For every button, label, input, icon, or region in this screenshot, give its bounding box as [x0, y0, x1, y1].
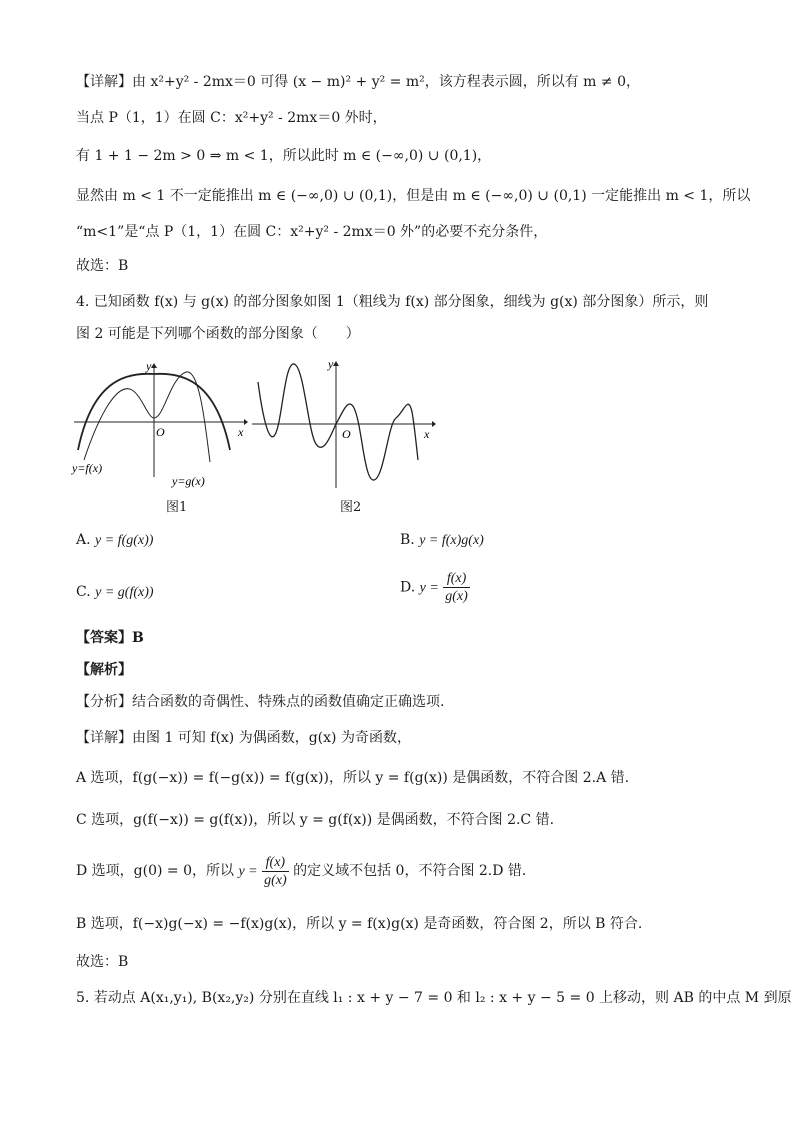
- reason-d-suffix: 的定义域不包括 0，不符合图 2.D 错.: [293, 863, 527, 879]
- fig1-y-label: y: [146, 359, 152, 373]
- fig2-x-label: x: [424, 427, 430, 441]
- question-4-line-2: 图 2 可能是下列哪个函数的部分图象（ ）: [76, 326, 360, 342]
- option-c-expr: y = g(f(x)): [95, 585, 154, 600]
- option-d-fraction: [443, 570, 470, 605]
- reason-d-numerator: f(x): [262, 854, 289, 872]
- option-a: [76, 530, 153, 551]
- answer-label: 【答案】B: [76, 630, 144, 646]
- detail-line-4: 显然由 m < 1 不一定能推出 m ∈ (−∞,0) ∪ (0,1)，但是由 m ∈ (−∞,0) ∪ (0,1) 一定能推出 m < 1，所以: [76, 188, 751, 204]
- figure-1: [70, 352, 250, 492]
- detail-line-5: “m<1”是“点 P（1，1）在圆 C：x²+y² - 2mx＝0 外”的必要不充分条件，: [76, 224, 548, 240]
- fig2-origin-label: O: [342, 427, 351, 441]
- fig1-x-arrow: [244, 419, 248, 425]
- option-b-label: B.: [400, 532, 415, 548]
- reason-d-y: y =: [238, 864, 258, 879]
- choice-line-2: 故选：B: [76, 954, 129, 970]
- reason-option-c: C 选项，g(f(−x)) = g(f(x))，所以 y = g(f(x)) 是偶函数，不符合图 2.C 错.: [76, 812, 555, 828]
- figure-2-caption: 图2: [340, 500, 362, 515]
- fig1-g-label: y=g(x): [172, 474, 205, 488]
- question-4-line-1: 4. 已知函数 f(x) 与 g(x) 的部分图象如图 1（粗线为 f(x) 部分图象，细线为 g(x) 部分图象）所示，则: [76, 294, 709, 310]
- reason-d-fraction: [262, 854, 289, 889]
- option-b-expr: y = f(x)g(x): [419, 533, 484, 548]
- choice-line-1: 故选：B: [76, 258, 129, 274]
- fig2-y-arrow: [333, 361, 339, 366]
- option-c: [76, 582, 154, 603]
- option-d: [400, 570, 470, 605]
- analysis-summary: 【分析】结合函数的奇偶性、特殊点的函数值确定正确选项.: [76, 694, 445, 710]
- reason-option-b: B 选项，f(−x)g(−x) = −f(x)g(x)，所以 y = f(x)g(x) 是奇函数，符合图 2，所以 B 符合.: [76, 916, 643, 932]
- option-b: [400, 530, 484, 551]
- fig1-g-curve: [84, 372, 210, 462]
- option-a-label: A.: [76, 532, 91, 548]
- fig1-f-label: y=f(x): [72, 461, 103, 475]
- reason-d-denominator: g(x): [264, 872, 287, 888]
- analysis-label: 【解析】: [76, 662, 132, 678]
- question-5-line: 5. 若动点 A(x₁,y₁), B(x₂,y₂) 分别在直线 l₁ : x + y − 7 = 0 和 l₂ : x + y − 5 = 0 上移动，则 AB 的中点 M 到原: [76, 990, 792, 1006]
- fig2-x-arrow: [432, 421, 436, 427]
- option-d-prefix: y =: [419, 580, 439, 596]
- reason-d-prefix: D 选项，g(0) = 0，所以: [76, 863, 235, 879]
- fig2-y-label: y: [328, 357, 334, 371]
- detail-q4-intro: 【详解】由图 1 可知 f(x) 为偶函数，g(x) 为奇函数，: [76, 730, 411, 746]
- option-d-denominator: g(x): [445, 589, 468, 604]
- option-a-expr: y = f(g(x)): [95, 533, 154, 548]
- fig1-x-label: x: [238, 425, 244, 439]
- reason-option-d: [76, 852, 754, 891]
- option-d-numerator: f(x): [443, 570, 470, 588]
- option-d-label: D.: [400, 579, 416, 596]
- figure-2: [250, 352, 440, 492]
- figure-1-caption: 图1: [166, 500, 188, 515]
- reason-option-a: A 选项，f(g(−x)) = f(−g(x)) = f(g(x))，所以 y = f(g(x)) 是偶函数，不符合图 2.A 错.: [76, 770, 630, 786]
- fig2-curve: [258, 364, 418, 480]
- detail-line-3: 有 1 + 1 − 2m > 0 ⇒ m < 1，所以此时 m ∈ (−∞,0) ∪ (0,1)，: [76, 148, 492, 164]
- fig1-y-arrow: [151, 363, 157, 368]
- detail-line-2: 当点 P（1，1）在圆 C：x²+y² - 2mx＝0 外时，: [76, 110, 387, 126]
- option-c-label: C.: [76, 584, 91, 600]
- fig1-origin-label: O: [156, 425, 165, 439]
- detail-line-1: 【详解】由 x²+y² - 2mx＝0 可得 (x − m)² + y² = m²，该方程表示圆，所以有 m ≠ 0，: [76, 74, 640, 90]
